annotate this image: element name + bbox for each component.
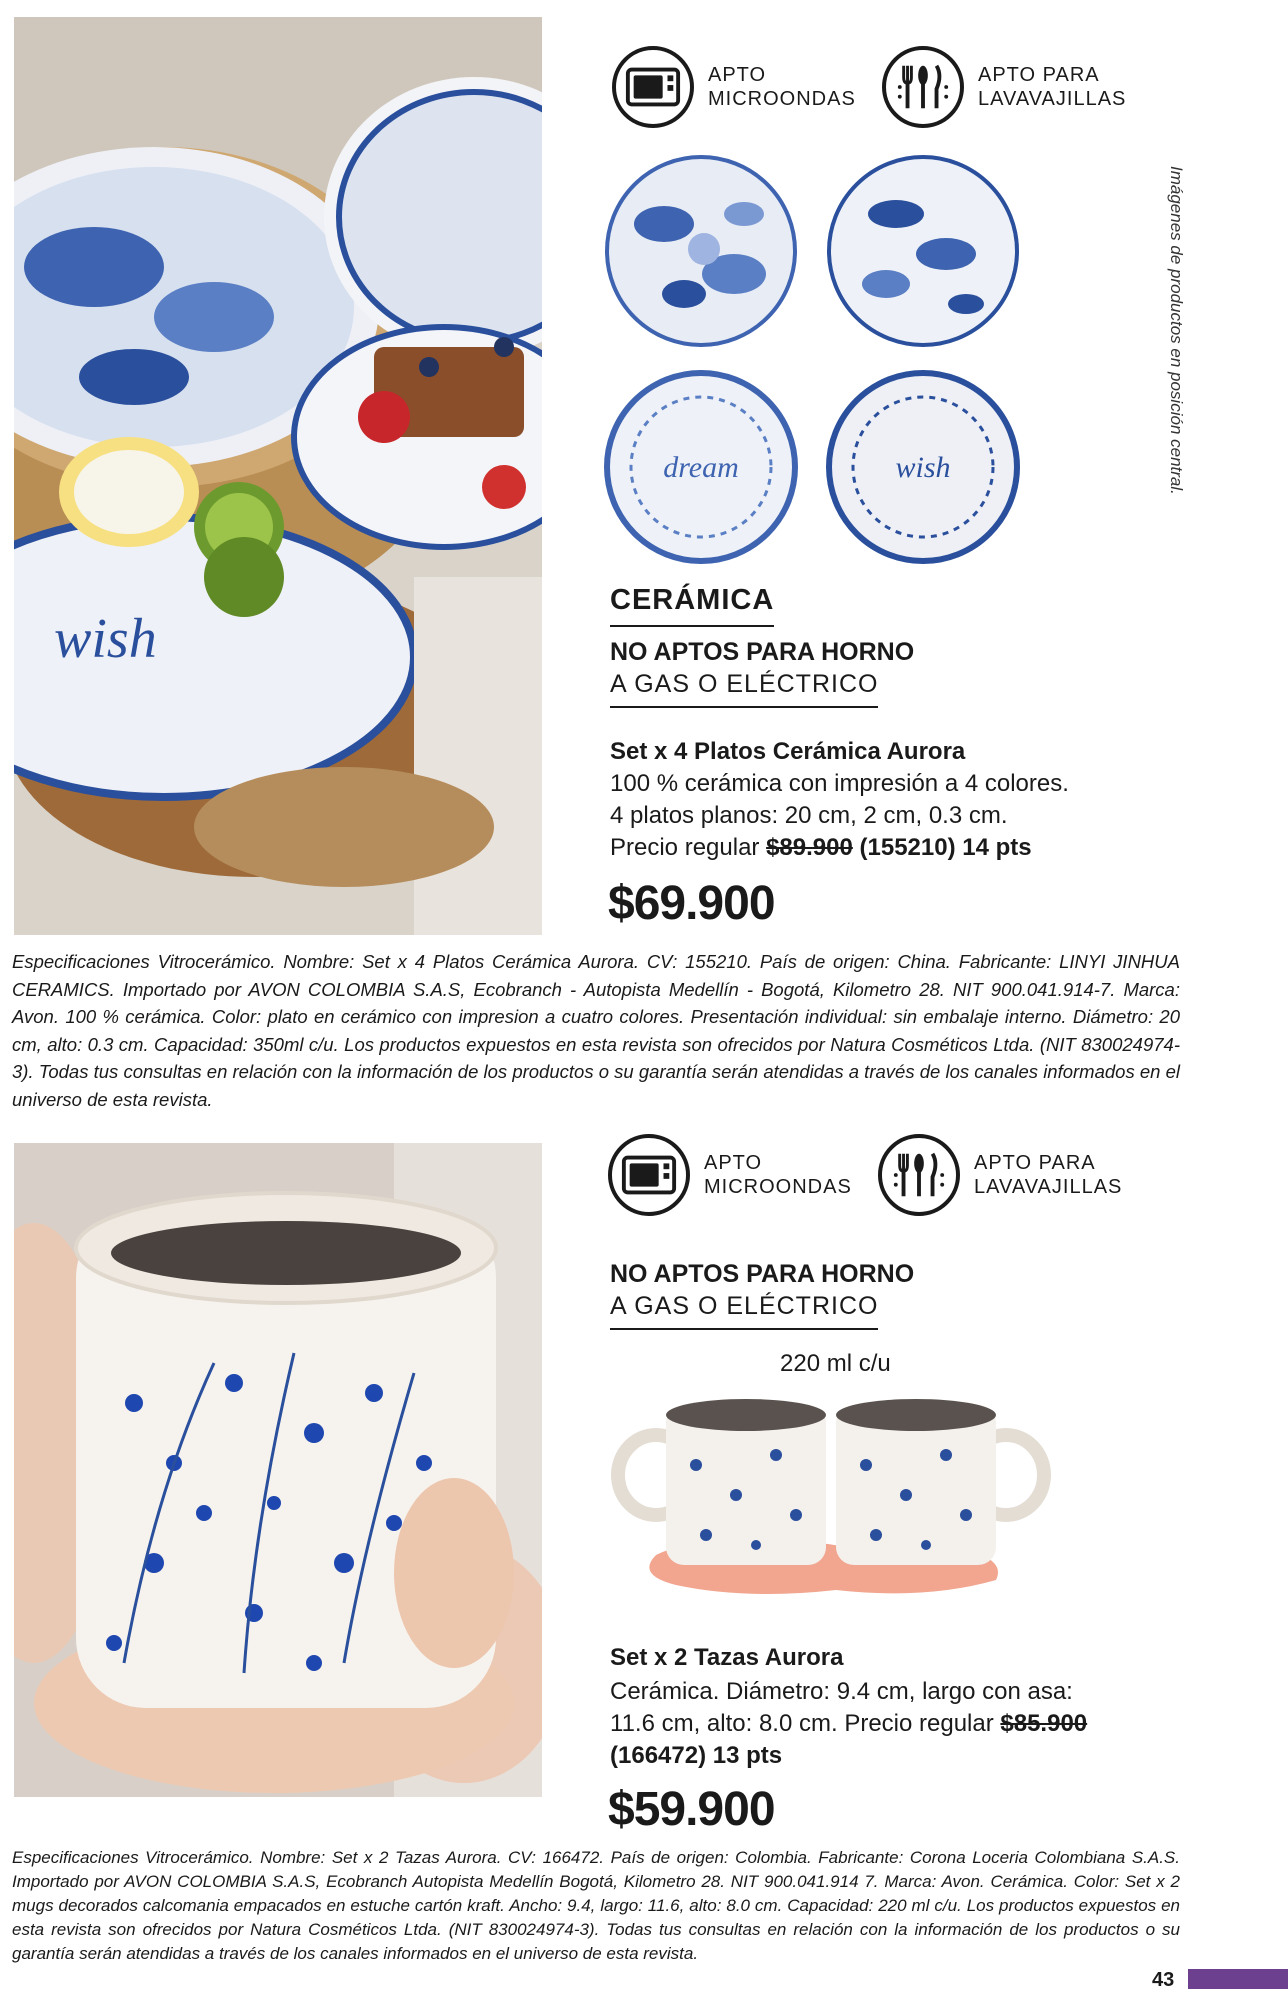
oven-warning-bold: NO APTOS PARA HORNO <box>610 1260 915 1288</box>
product-description <box>610 768 1069 864</box>
regular-price: $89.900 <box>766 834 853 861</box>
plates-table-photo <box>14 17 542 935</box>
svg-text:wish: wish <box>895 451 951 484</box>
dishwasher-badge <box>878 1134 1122 1216</box>
page-number: 43 <box>1152 1969 1175 1991</box>
plate-thumbnail-dream <box>604 370 798 564</box>
central-position-note: Imágenes de productos en posición central. <box>1167 166 1186 495</box>
mugs-product-image <box>606 1385 1056 1600</box>
product-name: Set x 2 Tazas Aurora <box>610 1644 844 1671</box>
microwave-label: APTO MICROONDAS <box>708 64 856 110</box>
material-heading: CERÁMICA <box>610 584 774 627</box>
sale-price: $59.900 <box>608 1783 775 1836</box>
page-accent-bar <box>1188 1969 1288 1989</box>
microwave-label: APTO MICROONDAS <box>704 1152 852 1198</box>
microwave-badge <box>612 46 856 128</box>
regular-price-label: 11.6 cm, alto: 8.0 cm. Precio regular <box>610 1710 994 1737</box>
microwave-icon <box>612 46 694 128</box>
description-line: 4 platos planos: 20 cm, 2 cm, 0.3 cm. <box>610 802 1008 829</box>
description-line: Cerámica. Diámetro: 9.4 cm, largo con asa: <box>610 1678 1073 1705</box>
oven-warning-regular: A GAS O ELÉCTRICO <box>610 1290 878 1330</box>
oven-warning <box>610 1258 914 1330</box>
product-code-points: (155210) 14 pts <box>859 834 1032 861</box>
cutlery-icon <box>882 46 964 128</box>
description-line: 100 % cerámica con impresión a 4 colores. <box>610 770 1069 797</box>
oven-warning-regular: A GAS O ELÉCTRICO <box>610 668 878 708</box>
microwave-icon <box>608 1134 690 1216</box>
regular-price-line <box>610 832 1069 864</box>
dishwasher-badge <box>882 46 1126 128</box>
product-description <box>610 1676 1087 1772</box>
sale-price: $69.900 <box>608 877 775 930</box>
plate-thumbnail-wish <box>826 370 1020 564</box>
specifications-text: Especificaciones Vitrocerámico. Nombre: Set x 2 Tazas Aurora. CV: 166472. País de origen: Colombia. Fabricante: Corona Loceria Colombiana S.A.S. Importado por AVON COLOMBIA S.A.S, Ecobranch Autopista Medellín Bogotá, Kilometro 28. NIT 900.041.914 7. Marca: Avon. Cerámica. Color: Set x 2 mugs decorados calcomania empacados en estuche cartón kraft. Ancho: 9.4, largo: 11.6, alto: 8.0 cm. Capacidad: 220 ml c/u. Los productos expuestos en esta revista son ofrecidos por Natura Cosméticos Ltda. (NIT 830024974-3). Todas tus consultas en relación con la información de los productos o su garantía serán atendidas a través de los canales informados en el universo de esta revista. <box>12 1848 1180 1963</box>
product-name: Set x 4 Platos Cerámica Aurora <box>610 738 966 765</box>
mug-hands-photo <box>14 1143 542 1797</box>
oven-warning <box>610 636 914 708</box>
specifications-text: Especificaciones Vitrocerámico. Nombre: Set x 4 Platos Cerámica Aurora. CV: 155210. País de origen: China. Fabricante: LINYI JINHUA CERAMICS. Importado por AVON COLOMBIA S.A.S, Ecobranch - Autopista Medellín - Bogotá, Kilometro 28. NIT 900.041.914-7. Marca: Avon. 100 % cerámica. Color: plato en cerámico con impresion a cuatro colores. Presentación individual: sin embalaje interno. Diámetro: 20 cm, alto: 0.3 cm. Capacidad: 350ml c/u. Los productos expuestos en esta revista son ofrecidos por Natura Cosméticos Ltda. (NIT 830024974-3). Todas tus consultas en relación con la información de los productos o su garantía serán atendidas a través de los canales informados en el universo de esta revista. <box>12 951 1180 1110</box>
svg-text:dream: dream <box>663 451 739 484</box>
dishwasher-label: APTO PARA LAVAVAJILLAS <box>974 1152 1123 1198</box>
product-code-points: (166472) 13 pts <box>610 1742 783 1769</box>
regular-price-line <box>610 1708 1087 1740</box>
oven-warning-bold: NO APTOS PARA HORNO <box>610 638 915 666</box>
microwave-badge <box>608 1134 852 1216</box>
plate-thumbnail-floral-2 <box>826 154 1020 348</box>
capacity-label: 220 ml c/u <box>780 1350 891 1377</box>
svg-text:wish: wish <box>54 608 157 670</box>
regular-price-label: Precio regular <box>610 834 760 861</box>
cutlery-icon <box>878 1134 960 1216</box>
regular-price: $85.900 <box>1000 1710 1088 1737</box>
dishwasher-label: APTO PARA LAVAVAJILLAS <box>978 64 1127 110</box>
plate-thumbnail-floral-1 <box>604 154 798 348</box>
